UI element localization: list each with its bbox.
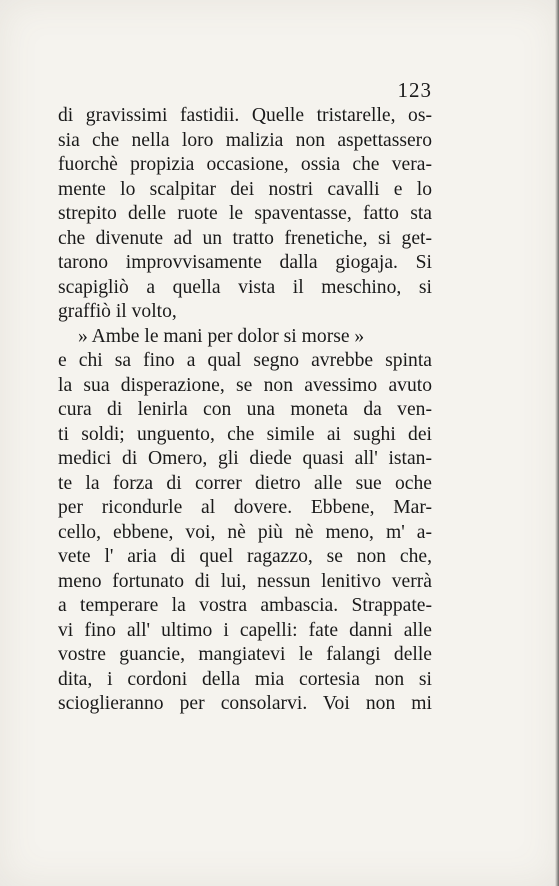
text-line: meno fortunato di lui, nessun lenitivo verrà: [58, 570, 432, 592]
text-line: vete l' aria di quel ragazzo, se non che,: [58, 546, 432, 567]
text-line: e chi sa fino a qual segno avrebbe spinta: [58, 350, 432, 371]
text-line: vi fino all' ultimo i capelli: fate danni alle: [58, 619, 432, 641]
text-line: la sua disperazione, se non avessimo avuto: [58, 374, 432, 396]
text-line: a temperare la vostra ambascia. Strappate-: [58, 595, 432, 616]
text-line: strepito delle ruote le spaventasse, fatto sta: [58, 203, 432, 224]
text-line: sia che nella loro malizia non aspettassero: [58, 129, 432, 151]
text-line: vostre guancie, mangiatevi le falangi delle: [58, 644, 432, 665]
text-line: fuorchè propizia occasione, ossia che vera-: [58, 154, 432, 175]
text-line: scapigliò a quella vista il meschino, si: [58, 276, 432, 298]
text-line: tarono improvvisamente dalla giogaja. Si: [58, 252, 432, 273]
text-line: scioglieranno per consolarvi. Voi non mi: [58, 693, 432, 714]
text-line: per ricondurle al dovere. Ebbene, Mar-: [58, 497, 432, 518]
text-line: cello, ebbene, voi, nè più nè meno, m' a-: [58, 521, 432, 543]
text-line: di gravissimi fastidii. Quelle tristarelle, os-: [58, 105, 432, 126]
text-line: graffiò il volto,: [58, 301, 177, 322]
text-line: te la forza di correr dietro alle sue oche: [58, 472, 432, 494]
text-line: che divenute ad un tratto frenetiche, si get-: [58, 227, 432, 249]
text-line: dita, i cordoni della mia cortesia non si: [58, 668, 432, 690]
body-text: [58, 104, 432, 717]
page-number: 123: [397, 78, 432, 102]
text-line: mente lo scalpitar dei nostri cavalli e lo: [58, 178, 432, 200]
text-line: cura di lenirla con una moneta da ven-: [58, 399, 432, 420]
text-line: » Ambe le mani per dolor si morse »: [78, 325, 365, 347]
text-line: medici di Omero, gli diede quasi all' istan-: [58, 448, 432, 469]
text-line: ti soldi; unguento, che simile ai sughi dei: [58, 423, 432, 445]
